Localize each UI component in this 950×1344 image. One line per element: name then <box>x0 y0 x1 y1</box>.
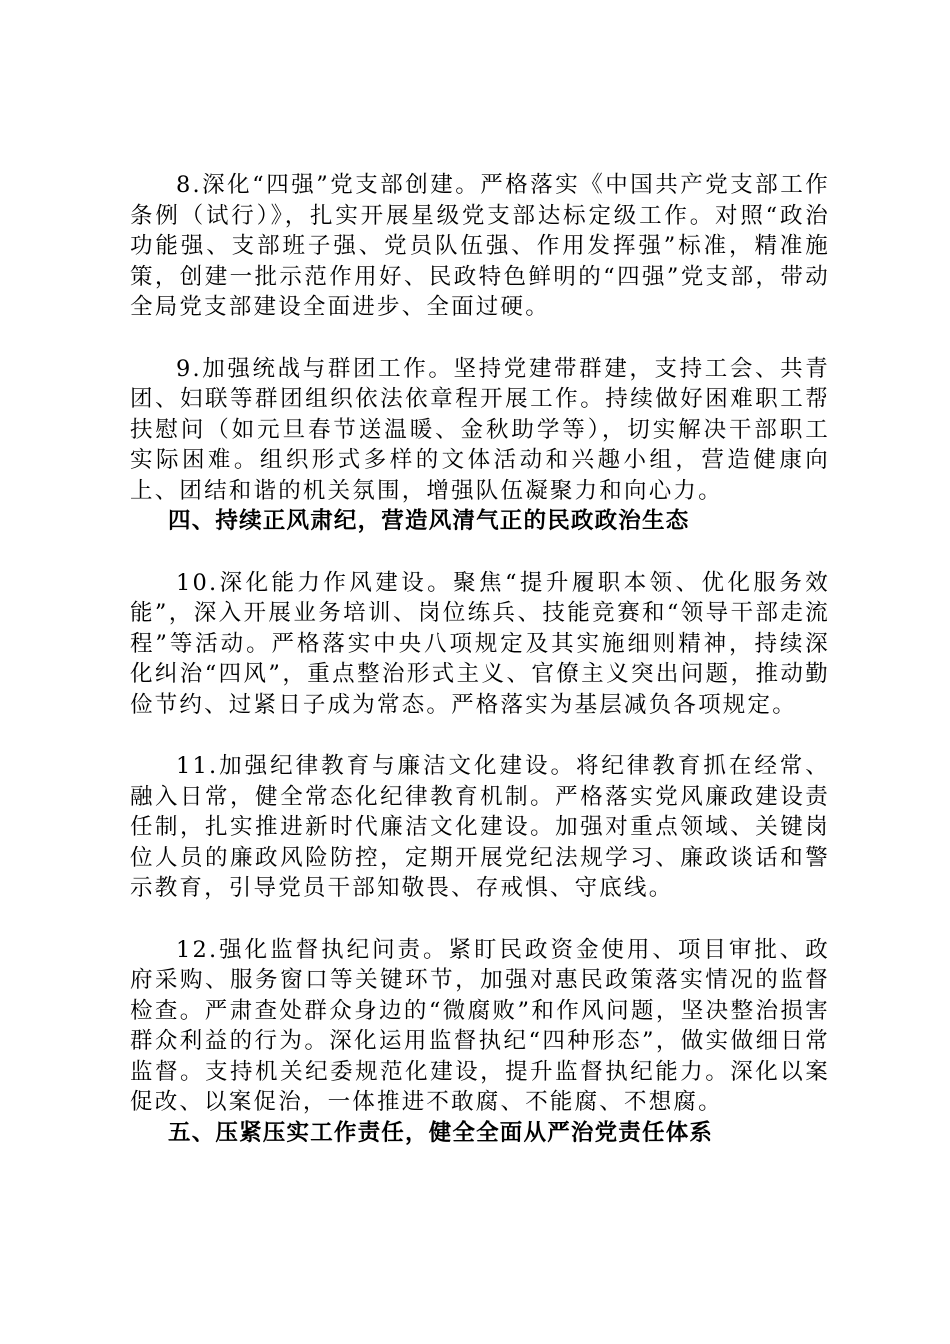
paragraph-8: 8.深化“四强”党支部创建。严格落实《中国共产党支部工作条例（试行）》，扎实开展星级党支部达标定级工作。对照“政治功能强、支部班子强、党员队伍强、作用发挥强”标准，精准施策，创建一批示范作用好、民政特色鲜明的“四强”党支部，带动全局党支部建设全面进步、全面过硬。 <box>130 172 830 320</box>
paragraph-10: 10.深化能力作风建设。聚焦“提升履职本领、优化服务效能”，深入开展业务培训、岗位练兵、技能竞赛和“领导干部走流程”等活动。严格落实中央八项规定及其实施细则精神，持续深化纠治“四风”，重点整治形式主义、官僚主义突出问题，推动勤俭节约、过紧日子成为常态。严格落实为基层减负各项规定。 <box>130 569 830 718</box>
paragraph-12: 12.强化监督执纪问责。紧盯民政资金使用、项目审批、政府采购、服务窗口等关键环节，加强对惠民政策落实情况的监督检查。严肃查处群众身边的“微腐败”和作风问题，坚决整治损害群众利益的行为。深化运用监督执纪“四种形态”，做实做细日常监督。支持机关纪委规范化建设，提升监督执纪能力。深化以案促改、以案促治，一体推进不敢腐、不能腐、不想腐。 <box>130 936 830 1115</box>
paragraph-9: 9.加强统战与群团工作。坚持党建带群建，支持工会、共青团、妇联等群团组织依法依章程开展工作。持续做好困难职工帮扶慰问（如元旦春节送温暖、金秋助学等），切实解决干部职工实际困难。组织形式多样的文体活动和兴趣小组，营造健康向上、团结和谐的机关氛围，增强队伍凝聚力和向心力。 <box>130 355 830 504</box>
section-heading-5: 五、压紧压实工作责任，健全全面从严治党责任体系 <box>168 1119 714 1146</box>
section-heading-4: 四、持续正风肃纪，营造风清气正的民政政治生态 <box>168 508 690 534</box>
paragraph-11: 11.加强纪律教育与廉洁文化建设。将纪律教育抓在经常、融入日常，健全常态化纪律教育机制。严格落实党风廉政建设责任制，扎实推进新时代廉洁文化建设。加强对重点领域、关键岗位人员的廉政风险防控，定期开展党纪法规学习、廉政谈话和警示教育，引导党员干部知敬畏、存戒惧、守底线。 <box>130 753 830 901</box>
